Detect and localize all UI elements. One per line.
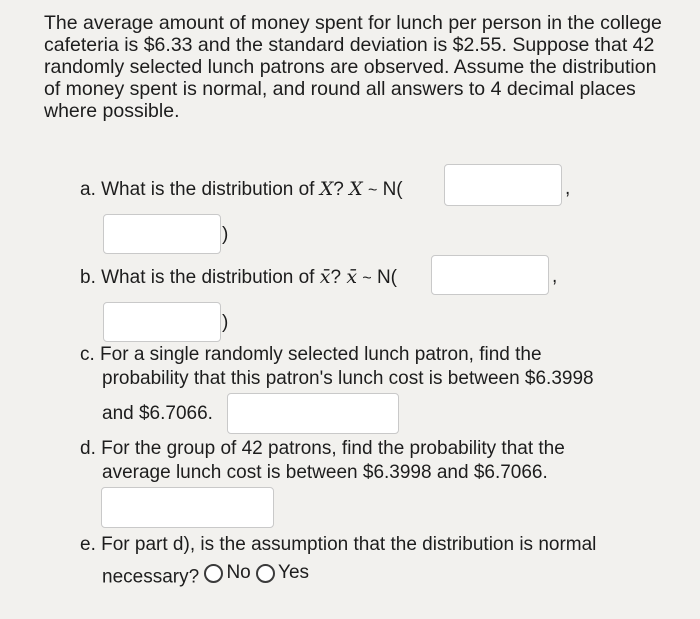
question-c-line1: c. For a single randomly selected lunch patron, find the bbox=[80, 344, 542, 365]
answer-d-input[interactable] bbox=[101, 487, 274, 528]
question-d-line2: average lunch cost is between $6.3998 and $6.7066. bbox=[102, 462, 548, 483]
comma: , bbox=[552, 266, 558, 287]
question-c-line2: probability that this patron's lunch cost is between $6.3998 bbox=[102, 368, 594, 389]
question-a-text bbox=[80, 178, 403, 201]
question-mark: ? bbox=[333, 179, 344, 200]
question-mark: ? bbox=[330, 267, 342, 288]
variable-xbar: x̄ bbox=[319, 266, 331, 288]
answer-a-sd-input[interactable] bbox=[103, 214, 221, 254]
normal-dist-label: N( bbox=[376, 267, 397, 288]
tilde-symbol: ~ bbox=[367, 182, 378, 199]
variable-x: X bbox=[319, 178, 334, 200]
question-e-line2: necessary? bbox=[102, 566, 200, 588]
answer-b-sd-input[interactable] bbox=[103, 302, 221, 342]
close-paren: ) bbox=[222, 312, 229, 333]
close-paren: ) bbox=[222, 224, 229, 245]
question-d-line1: d. For the group of 42 patrons, find the probability that the bbox=[80, 438, 565, 459]
tilde-symbol: ~ bbox=[362, 270, 372, 287]
radio-no-icon[interactable] bbox=[204, 564, 223, 583]
variable-x: X bbox=[349, 178, 363, 200]
radio-yes-icon[interactable] bbox=[256, 564, 275, 583]
question-b-text bbox=[80, 266, 397, 289]
option-yes-label: Yes bbox=[278, 562, 310, 583]
option-no[interactable] bbox=[204, 562, 250, 584]
normal-dist-label: N( bbox=[382, 179, 403, 200]
answer-c-input[interactable] bbox=[227, 393, 399, 434]
problem-intro: The average amount of money spent for lunch per person in the college cafeteria is $6.33 and the standard deviation is $2.55. Suppose that 42 randomly selected lunch patrons are observed. Assume the distribution of money spent is normal, and round all answers to 4 decimal places where possible. bbox=[44, 12, 662, 122]
question-b-prefix: b. What is the distribution of bbox=[80, 267, 320, 288]
question-a-prefix: a. What is the distribution of bbox=[80, 179, 320, 200]
answer-a-mean-input[interactable] bbox=[444, 164, 562, 206]
question-e-line1: e. For part d), is the assumption that the distribution is normal bbox=[80, 534, 597, 555]
comma: , bbox=[565, 178, 571, 199]
option-no-label: No bbox=[226, 562, 251, 583]
question-e-line2-row bbox=[102, 562, 309, 589]
answer-b-mean-input[interactable] bbox=[431, 255, 549, 295]
option-yes[interactable] bbox=[256, 562, 309, 584]
variable-xbar: x̄ bbox=[346, 266, 358, 288]
question-c-line3: and $6.7066. bbox=[102, 403, 213, 424]
